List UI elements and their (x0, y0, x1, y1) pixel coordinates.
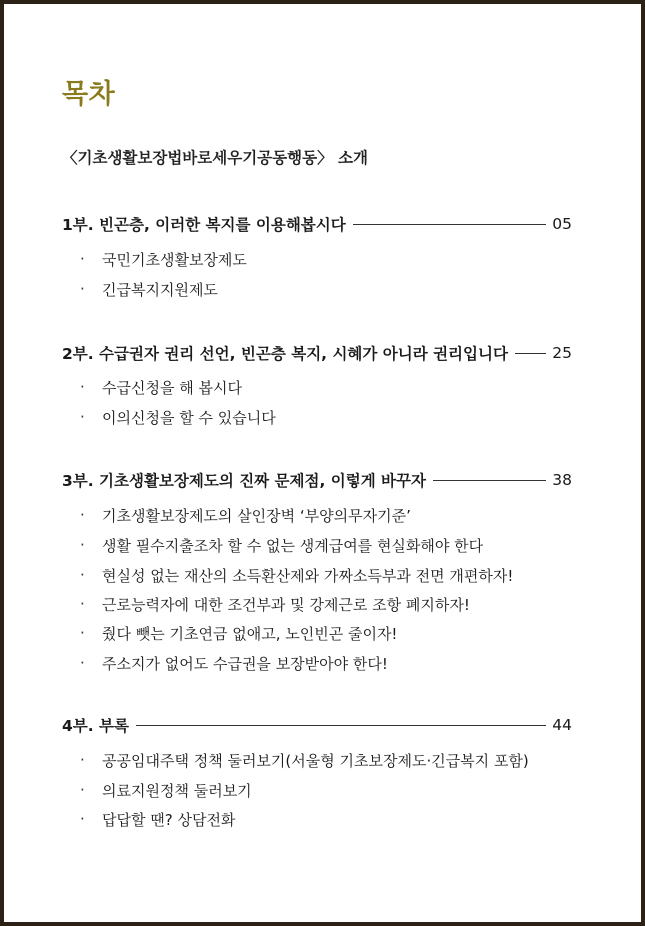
toc-item[interactable] (80, 534, 483, 556)
bullet-icon: · (80, 810, 85, 828)
section-title: 2부. 수급권자 권리 선언, 빈곤층 복지, 시혜가 아니라 권리입니다 (62, 345, 508, 363)
page-number: 25 (552, 344, 572, 362)
bullet-icon: · (80, 280, 85, 298)
section-3-heading[interactable] (62, 469, 572, 491)
toc-item[interactable] (80, 652, 388, 674)
leader-line (353, 224, 547, 225)
toc-item[interactable] (80, 593, 470, 615)
toc-item[interactable] (80, 622, 397, 644)
item-label: 이의신청을 할 수 있습니다 (102, 408, 276, 427)
bullet-icon: · (80, 654, 85, 672)
bullet-icon: · (80, 751, 85, 769)
toc-title: 목차 (62, 79, 116, 110)
section-title: 4부. 부록 (62, 717, 129, 735)
bullet-icon: · (80, 536, 85, 554)
item-label: 의료지원정책 둘러보기 (102, 781, 252, 800)
item-label: 근로능력자에 대한 조건부과 및 강제근로 조항 폐지하자! (102, 595, 470, 614)
item-label: 수급신청을 해 봅시다 (102, 378, 242, 397)
item-label: 공공임대주택 정책 둘러보기(서울형 기초보장제도·긴급복지 포함) (102, 751, 529, 770)
item-label: 긴급복지지원제도 (102, 280, 218, 299)
toc-item[interactable] (80, 564, 513, 586)
section-2-heading[interactable] (62, 342, 572, 364)
page-number: 44 (552, 716, 572, 734)
bullet-icon: · (80, 408, 85, 426)
section-1-heading[interactable] (62, 213, 572, 235)
bullet-icon: · (80, 250, 85, 268)
toc-item[interactable] (80, 504, 411, 526)
bullet-icon: · (80, 506, 85, 524)
toc-item[interactable] (80, 406, 276, 428)
item-label: 답답할 땐? 상담전화 (102, 810, 236, 829)
intro-entry[interactable]: 〈기초생활보장법바로세우기공동행동〉 소개 (62, 149, 368, 167)
item-label: 기초생활보장제도의 살인장벽 ‘부양의무자기준’ (102, 506, 411, 525)
leader-line (515, 353, 546, 354)
toc-item[interactable] (80, 749, 529, 771)
section-title: 1부. 빈곤층, 이러한 복지를 이용해봅시다 (62, 216, 346, 234)
section-title: 3부. 기초생활보장제도의 진짜 문제점, 이렇게 바꾸자 (62, 472, 426, 490)
section-4-heading[interactable] (62, 714, 572, 736)
bullet-icon: · (80, 566, 85, 584)
toc-item[interactable] (80, 248, 247, 270)
page-number: 38 (552, 471, 572, 489)
toc-item[interactable] (80, 779, 252, 801)
toc-item[interactable] (80, 376, 242, 398)
item-label: 줬다 뺏는 기초연금 없애고, 노인빈곤 줄이자! (102, 624, 398, 643)
item-label: 국민기초생활보장제도 (102, 250, 247, 269)
toc-item[interactable] (80, 278, 218, 300)
bullet-icon: · (80, 378, 85, 396)
item-label: 주소지가 없어도 수급권을 보장받아야 한다! (102, 654, 388, 673)
toc-item[interactable] (80, 808, 235, 830)
item-label: 현실성 없는 재산의 소득환산제와 가짜소득부과 전면 개편하자! (102, 566, 514, 585)
leader-line (433, 480, 546, 481)
page-number: 05 (552, 215, 572, 233)
item-label: 생활 필수지출조차 할 수 없는 생계급여를 현실화해야 한다 (102, 536, 484, 555)
bullet-icon: · (80, 624, 85, 642)
leader-line (136, 725, 546, 726)
bullet-icon: · (80, 781, 85, 799)
bullet-icon: · (80, 595, 85, 613)
